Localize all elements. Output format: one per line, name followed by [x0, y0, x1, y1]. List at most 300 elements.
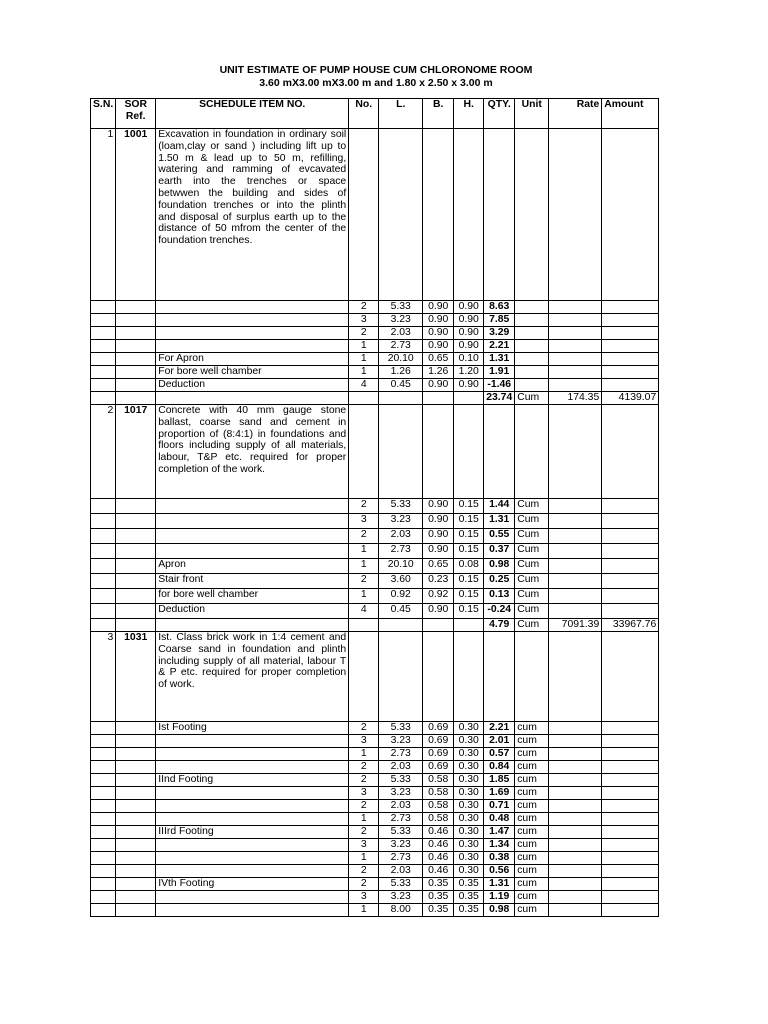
measurement-no: 2	[349, 865, 379, 878]
empty-cell	[91, 735, 116, 748]
empty-cell	[484, 129, 515, 301]
empty-cell	[602, 852, 659, 865]
measurement-length: 3.23	[379, 735, 423, 748]
measurement-height: 0.35	[454, 878, 484, 891]
empty-cell	[549, 852, 602, 865]
measurement-row	[91, 301, 659, 314]
measurement-height: 0.30	[454, 748, 484, 761]
measurement-row	[91, 314, 659, 327]
empty-cell	[116, 800, 156, 813]
empty-cell	[91, 529, 116, 544]
empty-cell	[549, 722, 602, 735]
measurement-height: 0.90	[454, 314, 484, 327]
measurement-breadth: 0.90	[423, 544, 454, 559]
measurement-breadth: 0.65	[423, 559, 454, 574]
measurement-unit: cum	[515, 787, 549, 800]
measurement-no: 1	[349, 813, 379, 826]
measurement-qty: 2.21	[484, 340, 515, 353]
item-sn: 3	[91, 632, 116, 722]
measurement-no: 4	[349, 604, 379, 619]
measurement-row	[91, 544, 659, 559]
measurement-length: 20.10	[379, 559, 423, 574]
measurement-breadth: 0.90	[423, 514, 454, 529]
measurement-label	[156, 891, 349, 904]
empty-cell	[91, 813, 116, 826]
measurement-row	[91, 891, 659, 904]
empty-cell	[91, 619, 116, 632]
empty-cell	[116, 619, 156, 632]
measurement-no: 3	[349, 735, 379, 748]
measurement-qty: 1.31	[484, 514, 515, 529]
empty-cell	[602, 878, 659, 891]
measurement-label	[156, 852, 349, 865]
measurement-row	[91, 800, 659, 813]
item-sn: 1	[91, 129, 116, 301]
empty-cell	[602, 735, 659, 748]
measurement-label	[156, 839, 349, 852]
measurement-unit	[515, 366, 549, 379]
measurement-label	[156, 529, 349, 544]
measurement-unit	[515, 340, 549, 353]
empty-cell	[91, 878, 116, 891]
empty-cell	[515, 405, 549, 499]
measurement-no: 2	[349, 529, 379, 544]
measurement-unit: cum	[515, 722, 549, 735]
empty-cell	[549, 129, 602, 301]
empty-cell	[91, 891, 116, 904]
empty-cell	[515, 632, 549, 722]
header-length: L.	[379, 99, 423, 129]
empty-cell	[423, 405, 454, 499]
total-amount: 33967.76	[602, 619, 659, 632]
measurement-height: 0.30	[454, 800, 484, 813]
measurement-length: 3.23	[379, 514, 423, 529]
empty-cell	[116, 878, 156, 891]
measurement-unit	[515, 314, 549, 327]
measurement-no: 3	[349, 787, 379, 800]
header-row	[91, 99, 659, 129]
measurement-label	[156, 340, 349, 353]
empty-cell	[549, 748, 602, 761]
total-rate: 174.35	[549, 392, 602, 405]
empty-cell	[91, 748, 116, 761]
empty-cell	[91, 559, 116, 574]
item-row	[91, 632, 659, 722]
measurement-length: 2.73	[379, 852, 423, 865]
measurement-height: 0.30	[454, 813, 484, 826]
measurement-length: 2.03	[379, 865, 423, 878]
measurement-label: Ist Footing	[156, 722, 349, 735]
empty-cell	[116, 826, 156, 839]
measurement-breadth: 0.58	[423, 813, 454, 826]
document-subtitle: 3.60 mX3.00 mX3.00 m and 1.80 x 2.50 x 3.00 m	[259, 77, 493, 89]
measurement-qty: 2.01	[484, 735, 515, 748]
measurement-unit	[515, 327, 549, 340]
empty-cell	[91, 904, 116, 917]
measurement-length: 20.10	[379, 353, 423, 366]
empty-cell	[454, 392, 484, 405]
header-item: SCHEDULE ITEM NO.	[156, 99, 349, 129]
empty-cell	[602, 604, 659, 619]
empty-cell	[116, 604, 156, 619]
empty-cell	[116, 301, 156, 314]
measurement-breadth: 0.69	[423, 722, 454, 735]
measurement-breadth: 0.69	[423, 748, 454, 761]
empty-cell	[549, 301, 602, 314]
measurement-height: 0.10	[454, 353, 484, 366]
empty-cell	[116, 839, 156, 852]
measurement-label	[156, 800, 349, 813]
header-unit: Unit	[515, 99, 549, 129]
empty-cell	[91, 392, 116, 405]
empty-cell	[549, 559, 602, 574]
empty-cell	[91, 774, 116, 787]
empty-cell	[602, 405, 659, 499]
empty-cell	[116, 340, 156, 353]
measurement-no: 4	[349, 379, 379, 392]
empty-cell	[91, 589, 116, 604]
measurement-breadth: 0.35	[423, 878, 454, 891]
measurement-qty: 0.71	[484, 800, 515, 813]
item-sor-ref: 1001	[116, 129, 156, 301]
header-qty: QTY.	[484, 99, 515, 129]
empty-cell	[602, 722, 659, 735]
empty-cell	[116, 904, 156, 917]
item-sor-ref: 1031	[116, 632, 156, 722]
measurement-row	[91, 366, 659, 379]
measurement-qty: -0.24	[484, 604, 515, 619]
empty-cell	[91, 314, 116, 327]
measurement-row	[91, 574, 659, 589]
measurement-length: 3.23	[379, 314, 423, 327]
empty-cell	[602, 129, 659, 301]
measurement-no: 1	[349, 852, 379, 865]
measurement-row	[91, 878, 659, 891]
empty-cell	[379, 619, 423, 632]
measurement-length: 3.23	[379, 839, 423, 852]
measurement-length: 2.73	[379, 340, 423, 353]
empty-cell	[91, 604, 116, 619]
header-breadth: B.	[423, 99, 454, 129]
measurement-breadth: 0.90	[423, 327, 454, 340]
document-header	[90, 64, 662, 90]
empty-cell	[602, 813, 659, 826]
item-row	[91, 405, 659, 499]
measurement-height: 0.15	[454, 589, 484, 604]
empty-cell	[116, 787, 156, 800]
measurement-label	[156, 514, 349, 529]
empty-cell	[549, 327, 602, 340]
empty-cell	[602, 559, 659, 574]
empty-cell	[602, 314, 659, 327]
measurement-row	[91, 604, 659, 619]
measurement-no: 2	[349, 301, 379, 314]
empty-cell	[549, 800, 602, 813]
empty-cell	[91, 839, 116, 852]
measurement-label	[156, 301, 349, 314]
measurement-qty: 0.98	[484, 904, 515, 917]
item-description: Ist. Class brick work in 1:4 cement and Coarse sand in foundation and plinth including supply of all material, labour T & P etc. required for proper completion of work.	[156, 632, 349, 722]
item-description: Concrete with 40 mm gauge stone ballast, coarse sand and cement in proportion of (8:4:1) in foundations and floors including supply of all materials, labour, T&P etc. required for proper completion of the work.	[156, 405, 349, 499]
measurement-qty: 0.57	[484, 748, 515, 761]
empty-cell	[349, 632, 379, 722]
measurement-no: 3	[349, 891, 379, 904]
measurement-qty: 0.56	[484, 865, 515, 878]
measurement-row	[91, 589, 659, 604]
empty-cell	[116, 722, 156, 735]
measurement-breadth: 0.92	[423, 589, 454, 604]
empty-cell	[549, 366, 602, 379]
measurement-qty: 7.85	[484, 314, 515, 327]
estimate-table	[90, 98, 659, 917]
measurement-no: 2	[349, 774, 379, 787]
empty-cell	[116, 392, 156, 405]
measurement-row	[91, 379, 659, 392]
empty-cell	[549, 574, 602, 589]
measurement-qty: 0.38	[484, 852, 515, 865]
empty-cell	[602, 514, 659, 529]
measurement-height: 0.15	[454, 514, 484, 529]
empty-cell	[91, 353, 116, 366]
measurement-unit: Cum	[515, 499, 549, 514]
measurement-row	[91, 529, 659, 544]
empty-cell	[602, 787, 659, 800]
measurement-row	[91, 787, 659, 800]
header-rate: Rate	[549, 99, 602, 129]
measurement-breadth: 0.46	[423, 852, 454, 865]
measurement-qty: 0.25	[484, 574, 515, 589]
item-row	[91, 129, 659, 301]
empty-cell	[602, 353, 659, 366]
header-height: H.	[454, 99, 484, 129]
measurement-no: 2	[349, 761, 379, 774]
empty-cell	[549, 632, 602, 722]
empty-cell	[379, 392, 423, 405]
empty-cell	[116, 852, 156, 865]
measurement-qty: 1.31	[484, 353, 515, 366]
empty-cell	[549, 340, 602, 353]
empty-cell	[91, 761, 116, 774]
empty-cell	[423, 632, 454, 722]
empty-cell	[91, 514, 116, 529]
empty-cell	[116, 865, 156, 878]
measurement-label: IInd Footing	[156, 774, 349, 787]
measurement-length: 2.03	[379, 529, 423, 544]
empty-cell	[423, 619, 454, 632]
empty-cell	[549, 499, 602, 514]
measurement-row	[91, 904, 659, 917]
measurement-breadth: 0.35	[423, 904, 454, 917]
measurement-qty: 0.48	[484, 813, 515, 826]
measurement-unit: cum	[515, 865, 549, 878]
measurement-height: 0.08	[454, 559, 484, 574]
measurement-breadth: 0.90	[423, 301, 454, 314]
measurement-row	[91, 499, 659, 514]
total-row	[91, 392, 659, 405]
measurement-unit: Cum	[515, 544, 549, 559]
empty-cell	[156, 619, 349, 632]
empty-cell	[484, 632, 515, 722]
measurement-length: 3.23	[379, 891, 423, 904]
measurement-row	[91, 813, 659, 826]
measurement-height: 0.90	[454, 301, 484, 314]
empty-cell	[549, 405, 602, 499]
measurement-height: 0.30	[454, 761, 484, 774]
empty-cell	[549, 774, 602, 787]
measurement-label: IVth Footing	[156, 878, 349, 891]
empty-cell	[116, 379, 156, 392]
measurement-label	[156, 813, 349, 826]
empty-cell	[602, 499, 659, 514]
measurement-label	[156, 904, 349, 917]
measurement-height: 0.15	[454, 499, 484, 514]
measurement-unit: cum	[515, 891, 549, 904]
empty-cell	[549, 379, 602, 392]
measurement-height: 0.30	[454, 722, 484, 735]
measurement-no: 2	[349, 722, 379, 735]
measurement-breadth: 0.90	[423, 529, 454, 544]
measurement-unit: Cum	[515, 589, 549, 604]
empty-cell	[91, 327, 116, 340]
measurement-row	[91, 774, 659, 787]
empty-cell	[116, 327, 156, 340]
empty-cell	[602, 379, 659, 392]
measurement-unit	[515, 301, 549, 314]
measurement-no: 2	[349, 800, 379, 813]
empty-cell	[349, 129, 379, 301]
measurement-length: 5.33	[379, 722, 423, 735]
measurement-unit: cum	[515, 904, 549, 917]
empty-cell	[91, 499, 116, 514]
measurement-no: 2	[349, 878, 379, 891]
empty-cell	[349, 619, 379, 632]
empty-cell	[91, 574, 116, 589]
empty-cell	[423, 129, 454, 301]
measurement-qty: 0.37	[484, 544, 515, 559]
measurement-no: 1	[349, 589, 379, 604]
measurement-height: 0.30	[454, 839, 484, 852]
measurement-length: 2.73	[379, 544, 423, 559]
total-unit: Cum	[515, 392, 549, 405]
measurement-unit: Cum	[515, 604, 549, 619]
empty-cell	[91, 826, 116, 839]
empty-cell	[116, 761, 156, 774]
empty-cell	[454, 632, 484, 722]
measurement-row	[91, 839, 659, 852]
measurement-label	[156, 314, 349, 327]
empty-cell	[602, 327, 659, 340]
empty-cell	[602, 826, 659, 839]
measurement-row	[91, 340, 659, 353]
measurement-label	[156, 761, 349, 774]
measurement-unit: Cum	[515, 529, 549, 544]
measurement-qty: -1.46	[484, 379, 515, 392]
total-qty: 4.79	[484, 619, 515, 632]
empty-cell	[116, 774, 156, 787]
measurement-unit: cum	[515, 774, 549, 787]
measurement-height: 0.90	[454, 379, 484, 392]
measurement-breadth: 0.58	[423, 774, 454, 787]
empty-cell	[602, 301, 659, 314]
empty-cell	[602, 366, 659, 379]
measurement-height: 0.15	[454, 529, 484, 544]
measurement-row	[91, 852, 659, 865]
empty-cell	[602, 761, 659, 774]
measurement-breadth: 0.46	[423, 839, 454, 852]
empty-cell	[549, 826, 602, 839]
measurement-length: 8.00	[379, 904, 423, 917]
measurement-unit: Cum	[515, 514, 549, 529]
measurement-unit: cum	[515, 839, 549, 852]
measurement-breadth: 0.58	[423, 787, 454, 800]
measurement-label	[156, 499, 349, 514]
empty-cell	[379, 405, 423, 499]
measurement-label: for bore well chamber	[156, 589, 349, 604]
measurement-row	[91, 826, 659, 839]
empty-cell	[116, 499, 156, 514]
document-title: UNIT ESTIMATE OF PUMP HOUSE CUM CHLORONOME ROOM	[219, 64, 533, 76]
empty-cell	[379, 632, 423, 722]
measurement-no: 3	[349, 839, 379, 852]
measurement-label: Deduction	[156, 604, 349, 619]
measurement-height: 1.20	[454, 366, 484, 379]
empty-cell	[116, 544, 156, 559]
measurement-label	[156, 865, 349, 878]
measurement-qty: 1.44	[484, 499, 515, 514]
measurement-qty: 1.69	[484, 787, 515, 800]
measurement-unit: cum	[515, 761, 549, 774]
empty-cell	[602, 340, 659, 353]
measurement-row	[91, 353, 659, 366]
measurement-height: 0.30	[454, 826, 484, 839]
item-sor-ref: 1017	[116, 405, 156, 499]
empty-cell	[515, 129, 549, 301]
empty-cell	[379, 129, 423, 301]
measurement-label: For Apron	[156, 353, 349, 366]
measurement-row	[91, 748, 659, 761]
measurement-no: 2	[349, 499, 379, 514]
header-no: No.	[349, 99, 379, 129]
measurement-label: IIIrd Footing	[156, 826, 349, 839]
empty-cell	[602, 865, 659, 878]
measurement-breadth: 0.90	[423, 379, 454, 392]
empty-cell	[116, 353, 156, 366]
total-qty: 23.74	[484, 392, 515, 405]
measurement-unit: cum	[515, 800, 549, 813]
measurement-no: 2	[349, 826, 379, 839]
measurement-unit: cum	[515, 826, 549, 839]
measurement-no: 2	[349, 574, 379, 589]
measurement-label: Stair front	[156, 574, 349, 589]
empty-cell	[602, 748, 659, 761]
measurement-breadth: 0.65	[423, 353, 454, 366]
measurement-length: 3.23	[379, 787, 423, 800]
empty-cell	[116, 891, 156, 904]
measurement-breadth: 0.69	[423, 735, 454, 748]
measurement-qty: 0.98	[484, 559, 515, 574]
measurement-height: 0.30	[454, 852, 484, 865]
measurement-row	[91, 865, 659, 878]
measurement-height: 0.30	[454, 787, 484, 800]
measurement-row	[91, 559, 659, 574]
measurement-qty: 8.63	[484, 301, 515, 314]
measurement-height: 0.30	[454, 735, 484, 748]
measurement-height: 0.15	[454, 604, 484, 619]
empty-cell	[423, 392, 454, 405]
empty-cell	[116, 366, 156, 379]
measurement-height: 0.30	[454, 865, 484, 878]
empty-cell	[549, 544, 602, 559]
